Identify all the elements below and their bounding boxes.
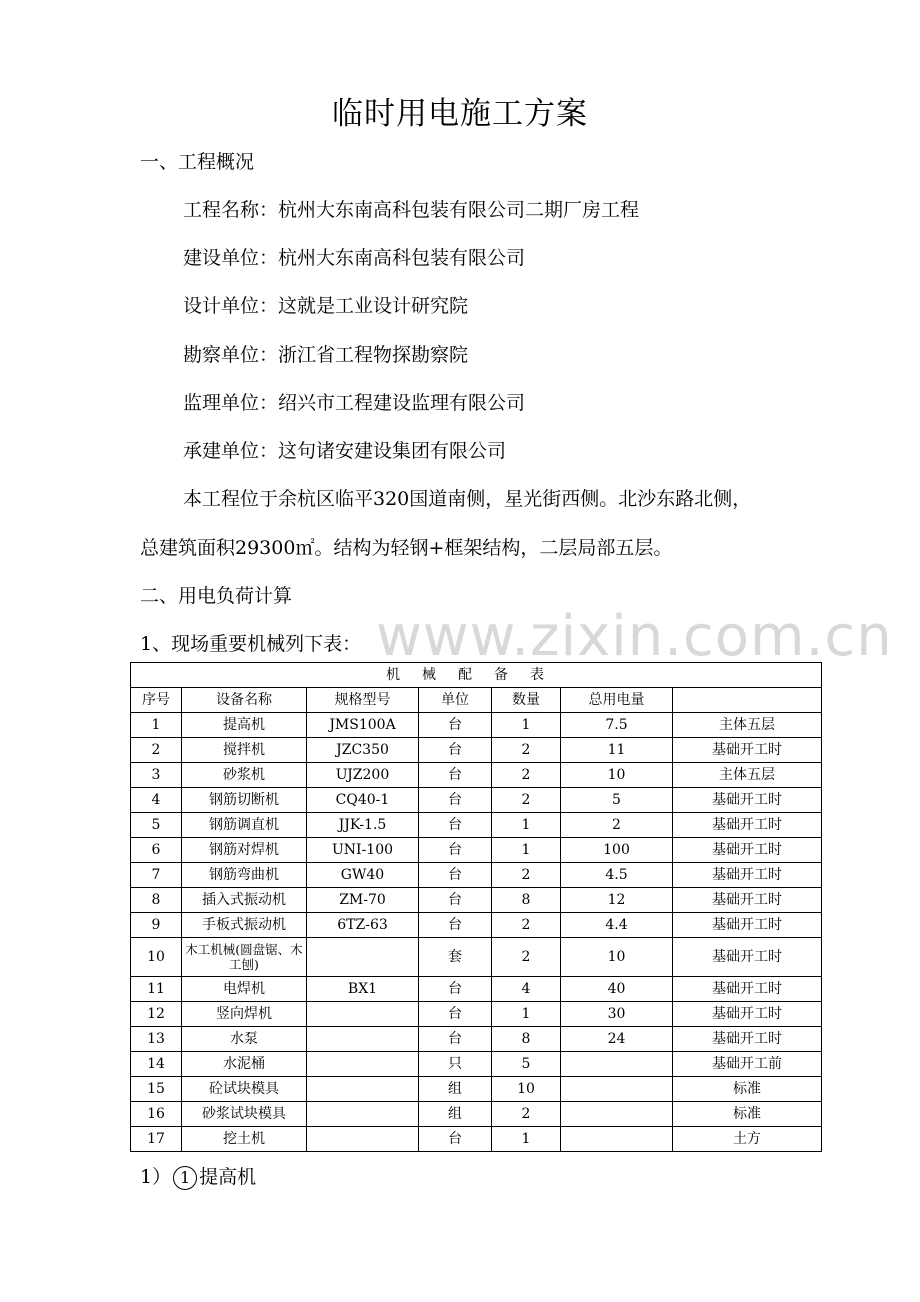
- cell-model: UNI-100: [307, 838, 419, 863]
- cell-index: 6: [131, 838, 182, 863]
- cell-remark: 基础开工时: [673, 788, 822, 813]
- cell-quantity: 1: [492, 1002, 561, 1027]
- cell-quantity: 1: [492, 813, 561, 838]
- location-paragraph-line1: 本工程位于余杭区临平320国道南侧，星光街西侧。北沙东路北侧，: [183, 488, 752, 510]
- cell-total-power: [561, 1077, 673, 1102]
- cell-equipment-name: 搅拌机: [182, 738, 307, 763]
- cell-index: 8: [131, 888, 182, 913]
- cell-unit: 台: [419, 913, 492, 938]
- table-row: [131, 863, 822, 888]
- cell-unit: 台: [419, 813, 492, 838]
- cell-model: [307, 1102, 419, 1127]
- cell-total-power: 11: [561, 738, 673, 763]
- cell-index: 9: [131, 913, 182, 938]
- cell-model: 6TZ-63: [307, 913, 419, 938]
- cell-unit: 台: [419, 888, 492, 913]
- cell-remark: 基础开工时: [673, 863, 822, 888]
- cell-total-power: 4.4: [561, 913, 673, 938]
- cell-total-power: 7.5: [561, 713, 673, 738]
- cell-quantity: 2: [492, 938, 561, 977]
- cell-quantity: 10: [492, 1077, 561, 1102]
- cell-equipment-name: 砂浆机: [182, 763, 307, 788]
- cell-index: 1: [131, 713, 182, 738]
- cell-index: 11: [131, 977, 182, 1002]
- cell-remark: 标准: [673, 1077, 822, 1102]
- cell-model: JJK-1.5: [307, 813, 419, 838]
- cell-equipment-name: 挖土机: [182, 1127, 307, 1152]
- header-unit: 单位: [419, 688, 492, 713]
- subsection-machine-list: 1、现场重要机械列下表：: [140, 633, 362, 655]
- cell-model: [307, 1052, 419, 1077]
- table-row: [131, 1052, 822, 1077]
- cell-equipment-name: 砼试块模具: [182, 1077, 307, 1102]
- header-remark: [673, 688, 822, 713]
- cell-equipment-name: 钢筋调直机: [182, 813, 307, 838]
- cell-quantity: 4: [492, 977, 561, 1002]
- cell-model: GW40: [307, 863, 419, 888]
- cell-remark: 标准: [673, 1102, 822, 1127]
- table-row: [131, 838, 822, 863]
- supervisor-line: 监理单位：绍兴市工程建设监理有限公司: [183, 392, 526, 414]
- cell-model: [307, 1127, 419, 1152]
- cell-remark: 基础开工前: [673, 1052, 822, 1077]
- cell-remark: 基础开工时: [673, 1027, 822, 1052]
- header-index: 序号: [131, 688, 182, 713]
- cell-model: [307, 1027, 419, 1052]
- cell-unit: 台: [419, 713, 492, 738]
- cell-model: [307, 1077, 419, 1102]
- cell-unit: 只: [419, 1052, 492, 1077]
- table-row: [131, 813, 822, 838]
- document-title: 临时用电施工方案: [332, 96, 588, 132]
- cell-index: 5: [131, 813, 182, 838]
- cell-unit: 套: [419, 938, 492, 977]
- watermark: www.zixin.com.cn: [376, 604, 893, 669]
- cell-quantity: 1: [492, 838, 561, 863]
- cell-equipment-name: 提高机: [182, 713, 307, 738]
- table-row: [131, 788, 822, 813]
- project-name-line: 工程名称：杭州大东南高科包装有限公司二期厂房工程: [183, 199, 640, 221]
- section-heading-load: 二、用电负荷计算: [140, 585, 293, 607]
- cell-total-power: 40: [561, 977, 673, 1002]
- cell-quantity: 2: [492, 763, 561, 788]
- table-row: [131, 738, 822, 763]
- cell-equipment-name: 插入式振动机: [182, 888, 307, 913]
- cell-total-power: 5: [561, 788, 673, 813]
- cell-remark: 基础开工时: [673, 813, 822, 838]
- cell-equipment-name: 木工机械(圆盘锯、木工刨): [182, 938, 307, 977]
- cell-remark: 基础开工时: [673, 738, 822, 763]
- cell-total-power: 10: [561, 938, 673, 977]
- cell-total-power: 4.5: [561, 863, 673, 888]
- cell-unit: 台: [419, 838, 492, 863]
- table-row: [131, 1077, 822, 1102]
- cell-equipment-name: 钢筋切断机: [182, 788, 307, 813]
- table-row: [131, 763, 822, 788]
- item-heading: [140, 1162, 256, 1190]
- cell-quantity: 8: [492, 888, 561, 913]
- cell-quantity: 2: [492, 738, 561, 763]
- header-model: 规格型号: [307, 688, 419, 713]
- table-row: [131, 1127, 822, 1152]
- cell-unit: 组: [419, 1077, 492, 1102]
- cell-total-power: 24: [561, 1027, 673, 1052]
- cell-total-power: 10: [561, 763, 673, 788]
- table-caption-row: [131, 663, 822, 688]
- table-row: [131, 713, 822, 738]
- cell-unit: 台: [419, 1027, 492, 1052]
- cell-index: 2: [131, 738, 182, 763]
- table-row: [131, 977, 822, 1002]
- cell-unit: 台: [419, 863, 492, 888]
- designer-line: 设计单位：这就是工业设计研究院: [183, 295, 469, 317]
- cell-equipment-name: 砂浆试块模具: [182, 1102, 307, 1127]
- cell-index: 7: [131, 863, 182, 888]
- cell-quantity: 1: [492, 1127, 561, 1152]
- cell-unit: 台: [419, 1002, 492, 1027]
- cell-remark: 基础开工时: [673, 838, 822, 863]
- cell-quantity: 5: [492, 1052, 561, 1077]
- cell-unit: 台: [419, 738, 492, 763]
- cell-remark: 基础开工时: [673, 977, 822, 1002]
- surveyor-line: 勘察单位：浙江省工程物探勘察院: [183, 344, 469, 366]
- cell-index: 12: [131, 1002, 182, 1027]
- table-row: [131, 888, 822, 913]
- cell-model: BX1: [307, 977, 419, 1002]
- cell-equipment-name: 电焊机: [182, 977, 307, 1002]
- contractor-line: 承建单位：这句诸安建设集团有限公司: [183, 440, 507, 462]
- cell-unit: 台: [419, 977, 492, 1002]
- cell-quantity: 2: [492, 788, 561, 813]
- item-prefix: 1）: [140, 1166, 172, 1188]
- header-total-power: 总用电量: [561, 688, 673, 713]
- cell-index: 10: [131, 938, 182, 977]
- item-text: 提高机: [199, 1166, 257, 1188]
- table-row: [131, 1102, 822, 1127]
- cell-remark: 基础开工时: [673, 1002, 822, 1027]
- cell-remark: 主体五层: [673, 763, 822, 788]
- cell-equipment-name: 钢筋弯曲机: [182, 863, 307, 888]
- section-heading-overview: 一、工程概况: [140, 151, 255, 173]
- cell-total-power: 2: [561, 813, 673, 838]
- cell-quantity: 1: [492, 713, 561, 738]
- cell-quantity: 2: [492, 863, 561, 888]
- cell-model: UJZ200: [307, 763, 419, 788]
- cell-remark: 土方: [673, 1127, 822, 1152]
- cell-index: 16: [131, 1102, 182, 1127]
- cell-model: CQ40-1: [307, 788, 419, 813]
- location-paragraph-line2: 总建筑面积29300㎡。结构为轻钢+框架结构，二层局部五层。: [140, 537, 673, 559]
- cell-equipment-name: 竖向焊机: [182, 1002, 307, 1027]
- machine-table: [130, 662, 822, 1152]
- cell-model: JZC350: [307, 738, 419, 763]
- table-row: [131, 913, 822, 938]
- cell-index: 13: [131, 1027, 182, 1052]
- cell-total-power: 100: [561, 838, 673, 863]
- cell-model: ZM-70: [307, 888, 419, 913]
- cell-remark: 主体五层: [673, 713, 822, 738]
- cell-index: 15: [131, 1077, 182, 1102]
- cell-equipment-name: 手板式振动机: [182, 913, 307, 938]
- cell-total-power: [561, 1127, 673, 1152]
- cell-unit: 台: [419, 763, 492, 788]
- cell-total-power: 30: [561, 1002, 673, 1027]
- cell-quantity: 2: [492, 913, 561, 938]
- table-header-row: [131, 688, 822, 713]
- cell-equipment-name: 水泵: [182, 1027, 307, 1052]
- cell-total-power: [561, 1052, 673, 1077]
- cell-quantity: 2: [492, 1102, 561, 1127]
- header-quantity: 数量: [492, 688, 561, 713]
- cell-total-power: 12: [561, 888, 673, 913]
- cell-remark: 基础开工时: [673, 913, 822, 938]
- table-row: [131, 938, 822, 977]
- cell-index: 17: [131, 1127, 182, 1152]
- cell-model: [307, 938, 419, 977]
- cell-index: 4: [131, 788, 182, 813]
- table-caption: 机械配备表: [131, 663, 822, 688]
- cell-model: JMS100A: [307, 713, 419, 738]
- cell-index: 14: [131, 1052, 182, 1077]
- circled-number: 1: [173, 1166, 197, 1190]
- cell-total-power: [561, 1102, 673, 1127]
- table-row: [131, 1002, 822, 1027]
- table-row: [131, 1027, 822, 1052]
- cell-unit: 台: [419, 1127, 492, 1152]
- cell-unit: 组: [419, 1102, 492, 1127]
- builder-line: 建设单位：杭州大东南高科包装有限公司: [183, 247, 526, 269]
- cell-unit: 台: [419, 788, 492, 813]
- cell-equipment-name: 水泥桶: [182, 1052, 307, 1077]
- cell-index: 3: [131, 763, 182, 788]
- cell-equipment-name: 钢筋对焊机: [182, 838, 307, 863]
- cell-remark: 基础开工时: [673, 888, 822, 913]
- cell-remark: 基础开工时: [673, 938, 822, 977]
- cell-model: [307, 1002, 419, 1027]
- header-equipment-name: 设备名称: [182, 688, 307, 713]
- cell-quantity: 8: [492, 1027, 561, 1052]
